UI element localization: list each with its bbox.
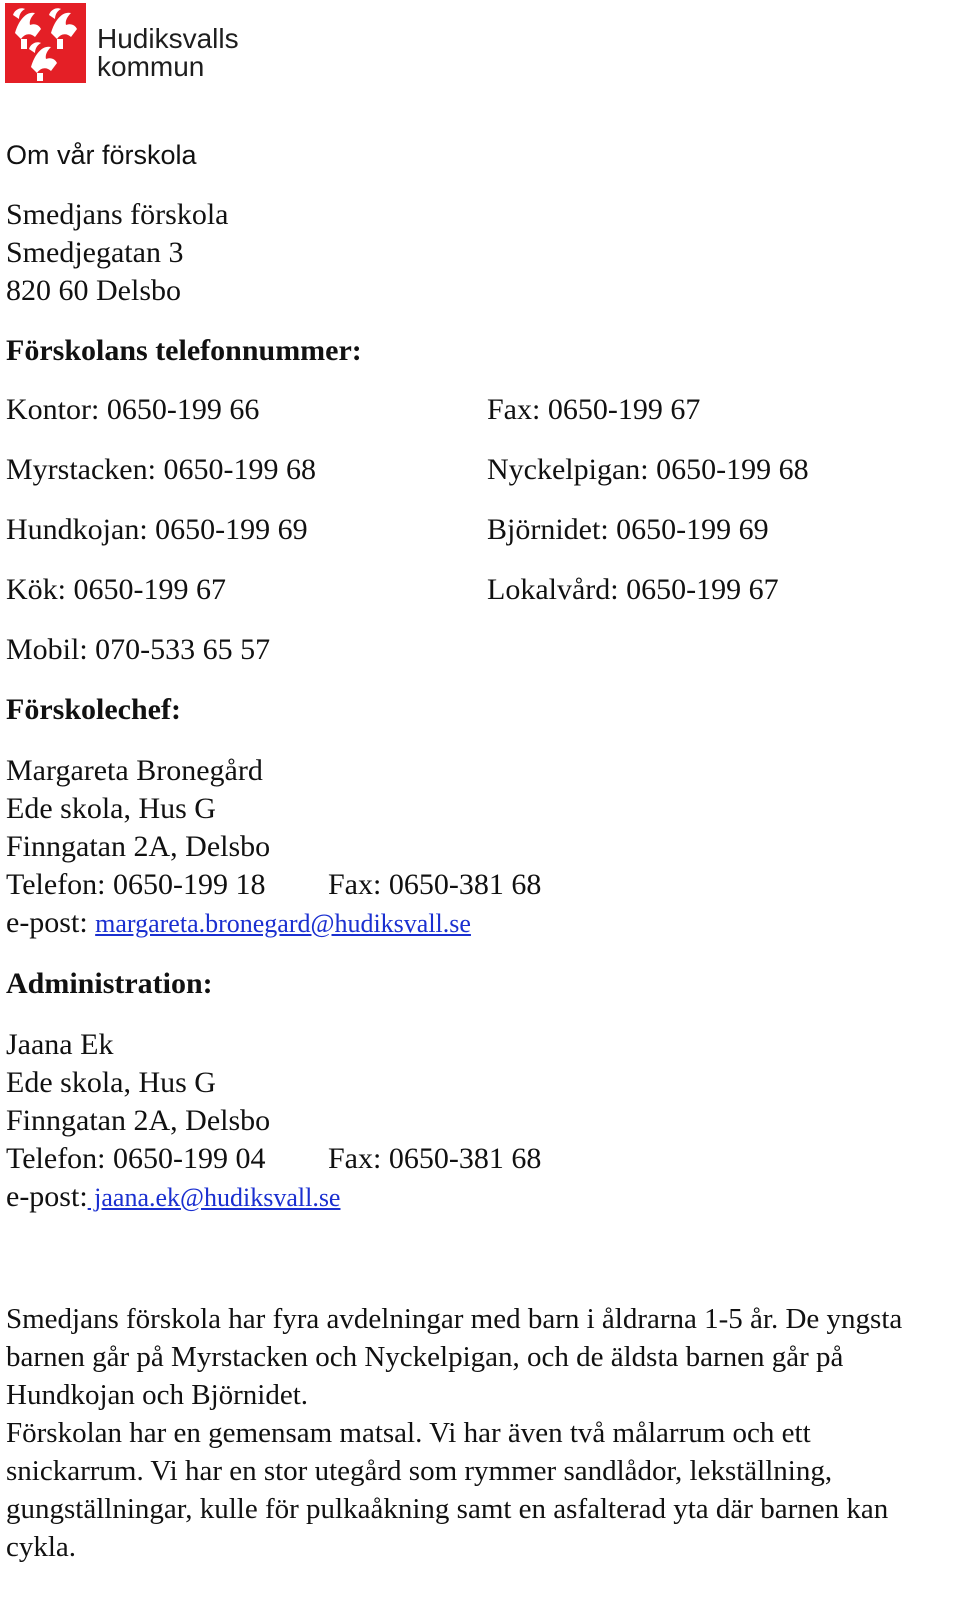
preschool-description (6, 1300, 951, 1566)
chef-email-line (6, 904, 946, 943)
mobile-number: Mobil: 070-533 65 57 (6, 633, 271, 666)
phone-left: Kök: 0650-199 67 (6, 573, 226, 606)
admin-email-line (6, 1178, 946, 1217)
description-paragraph-2: Förskolan har en gemensam matsal. Vi har även två målarrum och ett snickarrum. Vi har en stor utegård som rymmer sandlådor, lekställning, gungställningar, kulle för pulkaåkning samt en asfalterad yta där barnen kan cykla. (6, 1417, 889, 1563)
phone-left: Kontor: 0650-199 66 (6, 393, 260, 426)
admin-fax: Fax: 0650-381 68 (328, 1142, 542, 1175)
school-name: Smedjans förskola (6, 198, 229, 231)
chef-phone: Telefon: 0650-199 18 (6, 868, 266, 901)
phone-right: Lokalvård: 0650-199 67 (487, 573, 779, 606)
admin-phone: Telefon: 0650-199 04 (6, 1142, 266, 1175)
phone-right: Nyckelpigan: 0650-199 68 (487, 453, 809, 486)
chef-email-link[interactable]: margareta.bronegard@hudiksvall.se (95, 909, 471, 938)
phone-row (6, 453, 946, 487)
admin-email-label: e-post: (6, 1180, 88, 1213)
phone-right: Björnidet: 0650-199 69 (487, 513, 769, 546)
chef-street: Finngatan 2A, Delsbo (6, 830, 271, 863)
chef-fax: Fax: 0650-381 68 (328, 868, 542, 901)
phone-left: Myrstacken: 0650-199 68 (6, 453, 316, 486)
admin-name: Jaana Ek (6, 1028, 114, 1061)
phone-right: Fax: 0650-199 67 (487, 393, 701, 426)
logo-line-2: kommun (97, 51, 205, 82)
chef-name: Margareta Bronegård (6, 754, 263, 787)
goat-heads-logo-icon (5, 3, 86, 83)
chef-heading: Förskolechef: (6, 693, 181, 726)
page-title: Om vår förskola (6, 140, 197, 170)
phone-row (6, 393, 946, 427)
chef-phone-line (6, 866, 946, 904)
chef-building: Ede skola, Hus G (6, 792, 216, 825)
chef-email-label: e-post: (6, 906, 96, 939)
description-paragraph-1: Smedjans förskola har fyra avdelningar med barn i åldrarna 1-5 år. De yngsta barnen går på Myrstacken och Nyckelpigan, och de äldsta barnen går på Hundkojan och Björnidet. (6, 1303, 903, 1411)
phone-row (6, 513, 946, 547)
admin-street: Finngatan 2A, Delsbo (6, 1104, 271, 1137)
admin-heading: Administration: (6, 967, 213, 1000)
school-postal: 820 60 Delsbo (6, 274, 181, 307)
logo-wordmark (97, 25, 239, 81)
school-address (6, 196, 228, 310)
logo-line-1: Hudiksvalls (97, 23, 239, 54)
admin-building: Ede skola, Hus G (6, 1066, 216, 1099)
admin-contact (6, 1026, 946, 1217)
admin-phone-line (6, 1140, 946, 1178)
municipality-logo (5, 3, 255, 85)
school-street: Smedjegatan 3 (6, 236, 184, 269)
phones-heading: Förskolans telefonnummer: (6, 334, 362, 367)
phone-left: Hundkojan: 0650-199 69 (6, 513, 308, 546)
chef-contact (6, 752, 946, 943)
phone-row (6, 573, 946, 607)
admin-email-link[interactable]: jaana.ek@hudiksvall.se (87, 1183, 341, 1212)
